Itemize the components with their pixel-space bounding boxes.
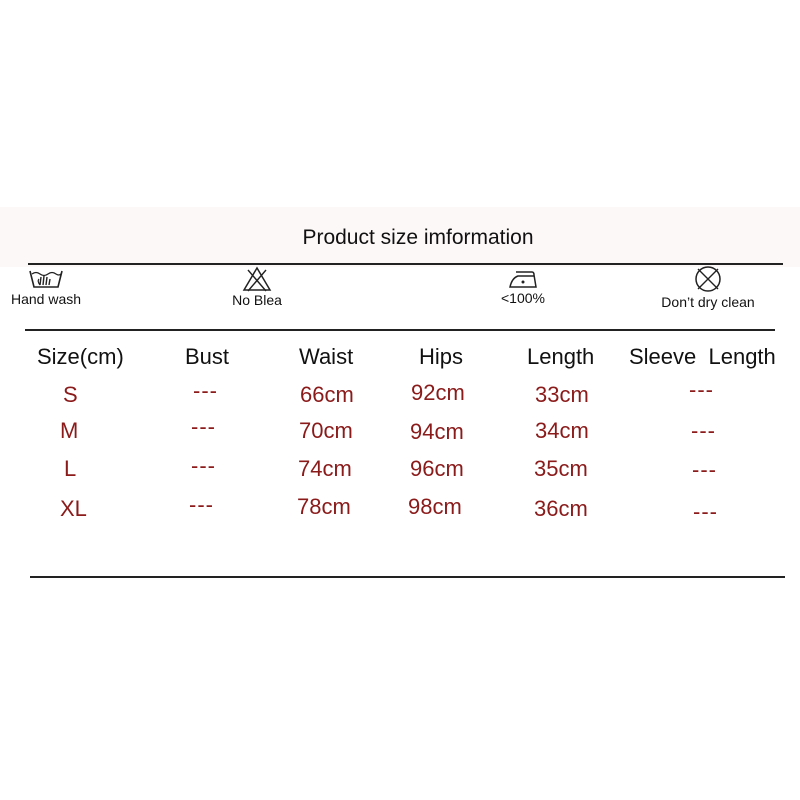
care-label-iron: <100% bbox=[501, 290, 545, 306]
care-label-hand-wash: Hand wash bbox=[10, 291, 82, 307]
row-l-length: 35cm bbox=[534, 456, 588, 481]
hand-wash-icon bbox=[28, 265, 64, 291]
row-l-sleeve: --- bbox=[692, 457, 717, 482]
care-label-no-bleach: No Blea bbox=[232, 292, 282, 308]
header-sleeve-length: Sleeve Length bbox=[629, 344, 776, 369]
no-bleach-icon bbox=[242, 266, 272, 292]
row-m-sleeve: --- bbox=[691, 418, 716, 443]
row-xl-waist: 78cm bbox=[297, 494, 351, 519]
row-s-length: 33cm bbox=[535, 382, 589, 407]
row-s-size: S bbox=[63, 382, 78, 407]
header-waist: Waist bbox=[299, 344, 354, 369]
no-dry-clean-icon bbox=[693, 264, 723, 294]
middle-divider bbox=[25, 329, 775, 331]
row-s-hips: 92cm bbox=[411, 380, 465, 405]
header-length: Length bbox=[527, 344, 595, 369]
row-s-waist: 66cm bbox=[300, 382, 354, 407]
care-iron bbox=[488, 268, 558, 306]
row-m-size: M bbox=[60, 418, 79, 443]
row-xl-bust: --- bbox=[189, 492, 214, 517]
row-m-hips: 94cm bbox=[410, 419, 464, 444]
header-bust: Bust bbox=[185, 344, 230, 369]
row-l-hips: 96cm bbox=[410, 456, 464, 481]
row-xl-sleeve: --- bbox=[693, 499, 718, 524]
row-s-sleeve: --- bbox=[689, 377, 714, 402]
header-size: Size(cm) bbox=[37, 344, 124, 369]
row-l-size: L bbox=[64, 456, 77, 481]
iron-icon bbox=[506, 268, 540, 290]
bottom-divider bbox=[30, 576, 785, 578]
row-xl-hips: 98cm bbox=[408, 494, 462, 519]
row-m-length: 34cm bbox=[535, 418, 589, 443]
page-title: Product size imformation bbox=[302, 226, 534, 249]
row-s-bust: --- bbox=[193, 378, 218, 403]
care-no-dry-clean bbox=[652, 264, 764, 310]
row-m-bust: --- bbox=[191, 414, 216, 439]
row-l-waist: 74cm bbox=[298, 456, 352, 481]
header-hips: Hips bbox=[419, 344, 464, 369]
care-no-bleach bbox=[222, 266, 292, 308]
care-hand-wash bbox=[5, 265, 87, 307]
row-m-waist: 70cm bbox=[299, 418, 353, 443]
care-label-no-dry-clean: Don’t dry clean bbox=[661, 294, 755, 310]
row-xl-size: XL bbox=[60, 496, 87, 521]
row-l-bust: --- bbox=[191, 453, 216, 478]
row-xl-length: 36cm bbox=[534, 496, 588, 521]
